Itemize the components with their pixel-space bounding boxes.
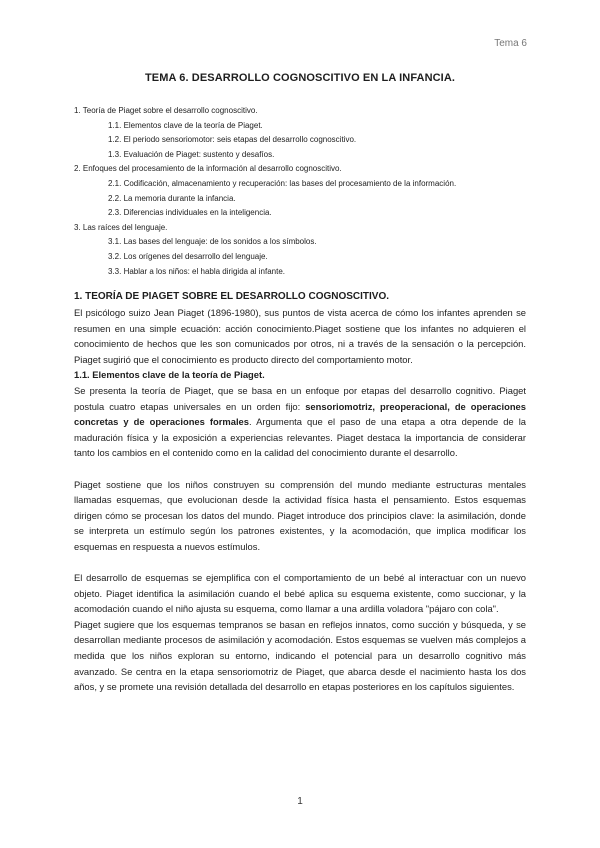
toc-item: 3.3. Hablar a los niños: el habla dirigida al infante. [108, 266, 285, 276]
toc-item: 2.1. Codificación, almacenamiento y recuperación: las bases del procesamiento de la información. [108, 178, 457, 188]
table-of-contents [74, 104, 534, 279]
page-number: 1 [297, 796, 303, 807]
toc-item: 1.1. Elementos clave de la teoría de Piaget. [108, 120, 263, 130]
paragraph-text: . Argumenta que el paso de una etapa a otra depende de la maduración física y la exposición a experiencias relevantes. Piaget destaca la importancia de considerar tanto los cambios en el contenido como en la calidad del conocimiento durante el desarrollo. [74, 416, 526, 459]
document-title: TEMA 6. DESARROLLO COGNOSCITIVO EN LA INFANCIA. [144, 72, 456, 84]
section-1-1-paragraph-1 [74, 383, 526, 461]
section-1-heading: 1. TEORÍA DE PIAGET SOBRE EL DESARROLLO COGNOSCITIVO. [74, 291, 390, 302]
toc-item: 2.2. La memoria durante la infancia. [108, 193, 236, 203]
toc-item: 1. Teoría de Piaget sobre el desarrollo cognoscitivo. [74, 106, 258, 115]
section-1-1-paragraph-3: El desarrollo de esquemas se ejemplifica con el comportamiento de un bebé al interactuar con un nuevo objeto. Piaget identifica la asimilación cuando el bebé aplica su esquema existente, como succionar, y la acomodación cuando el niño ajusta su esquema, como llamar a una ardilla voladora "pájaro con cola". [74, 572, 526, 615]
section-1-1-paragraph-2: Piaget sostiene que los niños construyen su comprensión del mundo mediante estructuras mentales llamadas esquemas, que evolucionan desde la actividad física hasta el pensamiento. Estos esquemas dirigen cómo se procesan los datos del mundo. Piaget introduce dos principios clave: la asimilación, donde se interpreta un estímulo según los patrones existentes, y la acomodación, que implica modificar los esquemas en respuesta a nuevos estímulos. [74, 478, 526, 552]
section-1-intro: El psicólogo suizo Jean Piaget (1896-1980), sus puntos de vista acerca de cómo los infantes aprenden se resumen en una simple ecuación: acción conocimiento.Piaget sostiene que los infantes no adquieren el conocimiento de hechos que les son comunicados por otros, ni a través de la sensación o la percepción. Piaget sugirió que el conocimiento es producto directo del comportamiento motor. [74, 307, 526, 365]
toc-item: 2. Enfoques del procesamiento de la información al desarrollo cognoscitivo. [74, 164, 342, 174]
section-1-1-paragraph-4: Piaget sugiere que los esquemas tempranos se basan en reflejos innatos, como succión y búsqueda, y se desarrollan mediante procesos de asimilación y acomodación. Estos esquemas se vuelven más complejos a medida que los niños exploran su entorno, indicando el potencial para un desarrollo cognitivo más avanzado. Se centra en la etapa sensoriomotriz de Piaget, que abarca desde el nacimiento hasta los dos años, y se promete una revisión detallada del desarrollo en etapas posteriores en los capítulos siguientes. [74, 618, 526, 693]
stages-bold-text: sensoriomotriz, preoperacional, de operaciones concretas y de operaciones formales [74, 400, 526, 428]
toc-item: 2.3. Diferencias individuales en la inteligencia. [108, 208, 272, 218]
toc-item: 1.2. El periodo sensoriomotor: seis etapas del desarrollo cognoscitivo. [108, 135, 357, 145]
paragraph-text: Se presenta la teoría de Piaget, que se basa en un enfoque por etapas del desarrollo cognitivo. Piaget postula cuatro etapas universales en un orden fijo: [74, 384, 526, 412]
section-1-1-heading: 1.1. Elementos clave de la teoría de Piaget. [74, 369, 265, 381]
toc-item: 3.2. Los orígenes del desarrollo del lenguaje. [108, 251, 268, 261]
toc-item: 3. Las raíces del lenguaje. [74, 222, 168, 232]
header-tema-label: Tema 6 [494, 38, 527, 49]
document-body [74, 289, 526, 695]
toc-item: 3.1. Las bases del lenguaje: de los sonidos a los símbolos. [108, 237, 317, 247]
toc-item: 1.3. Evaluación de Piaget: sustento y desafíos. [108, 149, 275, 159]
